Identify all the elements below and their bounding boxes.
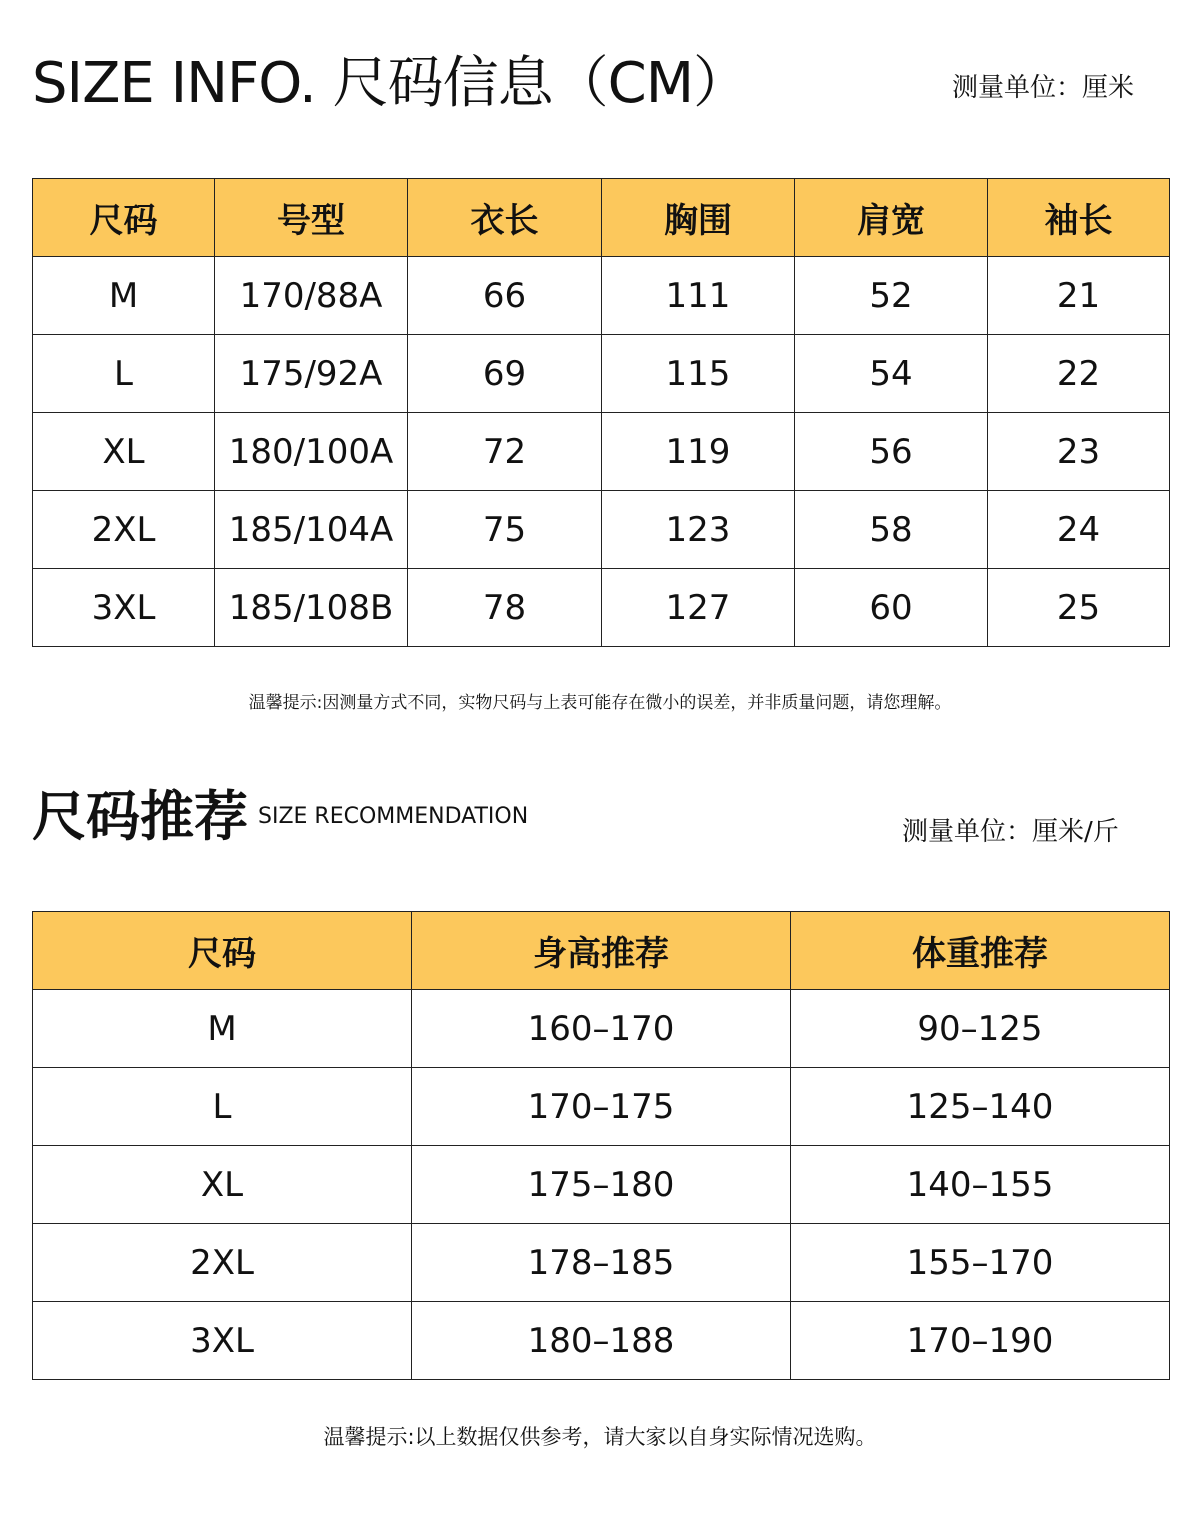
table-cell: 56 (795, 413, 988, 491)
table-cell: 115 (602, 335, 795, 413)
column-header: 袖长 (988, 179, 1170, 257)
table-cell: 69 (408, 335, 602, 413)
recommend-title-zh: 尺码推荐 (32, 785, 248, 848)
table-cell: 54 (795, 335, 988, 413)
column-header: 衣长 (408, 179, 602, 257)
table-row (33, 257, 1170, 335)
table-cell: 2XL (33, 1224, 412, 1302)
table-cell: 140–155 (791, 1146, 1170, 1224)
table-cell: 21 (988, 257, 1170, 335)
recommend-note: 温馨提示:以上数据仅供参考，请大家以自身实际情况选购。 (323, 1425, 877, 1449)
table-cell: 2XL (33, 491, 215, 569)
size-recommendation-table (32, 911, 1170, 1380)
page-title: SIZE INFO. 尺码信息（CM） (32, 51, 749, 116)
table-cell: 90–125 (791, 990, 1170, 1068)
table-cell: 175–180 (412, 1146, 791, 1224)
table-cell: 111 (602, 257, 795, 335)
column-header: 肩宽 (795, 179, 988, 257)
table-cell: 72 (408, 413, 602, 491)
table-cell: 178–185 (412, 1224, 791, 1302)
recommend-title-en: SIZE RECOMMENDATION (258, 804, 529, 829)
table-cell: 78 (408, 569, 602, 647)
column-header: 身高推荐 (412, 912, 791, 990)
table-cell: 180/100A (215, 413, 408, 491)
table-row (33, 569, 1170, 647)
table-cell: M (33, 257, 215, 335)
table-cell: 23 (988, 413, 1170, 491)
table-row (33, 1068, 1170, 1146)
table-cell: 170/88A (215, 257, 408, 335)
table-cell: 24 (988, 491, 1170, 569)
table-cell: 75 (408, 491, 602, 569)
table-cell: 170–175 (412, 1068, 791, 1146)
table-cell: 22 (988, 335, 1170, 413)
table-cell: 3XL (33, 1302, 412, 1380)
table-cell: 170–190 (791, 1302, 1170, 1380)
table-row (33, 413, 1170, 491)
table-row (33, 491, 1170, 569)
table-cell: 123 (602, 491, 795, 569)
table-cell: XL (33, 1146, 412, 1224)
table-cell: M (33, 990, 412, 1068)
unit-label: 测量单位：厘米 (952, 73, 1135, 103)
table-header-row (33, 912, 1170, 990)
table-row (33, 990, 1170, 1068)
table-row (33, 1224, 1170, 1302)
table-cell: 3XL (33, 569, 215, 647)
table-cell: 185/108B (215, 569, 408, 647)
recommend-unit-label: 测量单位：厘米/斤 (902, 817, 1119, 847)
table-cell: 125–140 (791, 1068, 1170, 1146)
table-cell: XL (33, 413, 215, 491)
table-cell: 127 (602, 569, 795, 647)
size-note: 温馨提示:因测量方式不同，实物尺码与上表可能存在微小的误差，并非质量问题，请您理解。 (248, 693, 952, 713)
table-cell: 25 (988, 569, 1170, 647)
column-header: 号型 (215, 179, 408, 257)
table-cell: 52 (795, 257, 988, 335)
column-header: 体重推荐 (791, 912, 1170, 990)
table-cell: 180–188 (412, 1302, 791, 1380)
table-row (33, 1146, 1170, 1224)
table-row (33, 335, 1170, 413)
table-cell: 58 (795, 491, 988, 569)
table-header-row (33, 179, 1170, 257)
table-cell: L (33, 1068, 412, 1146)
column-header: 尺码 (33, 912, 412, 990)
column-header: 胸围 (602, 179, 795, 257)
table-cell: 155–170 (791, 1224, 1170, 1302)
table-cell: 175/92A (215, 335, 408, 413)
table-cell: 60 (795, 569, 988, 647)
size-info-table (32, 178, 1170, 647)
table-row (33, 1302, 1170, 1380)
table-cell: 185/104A (215, 491, 408, 569)
table-cell: 66 (408, 257, 602, 335)
recommend-title (32, 782, 528, 852)
table-cell: 119 (602, 413, 795, 491)
column-header: 尺码 (33, 179, 215, 257)
table-cell: 160–170 (412, 990, 791, 1068)
table-cell: L (33, 335, 215, 413)
